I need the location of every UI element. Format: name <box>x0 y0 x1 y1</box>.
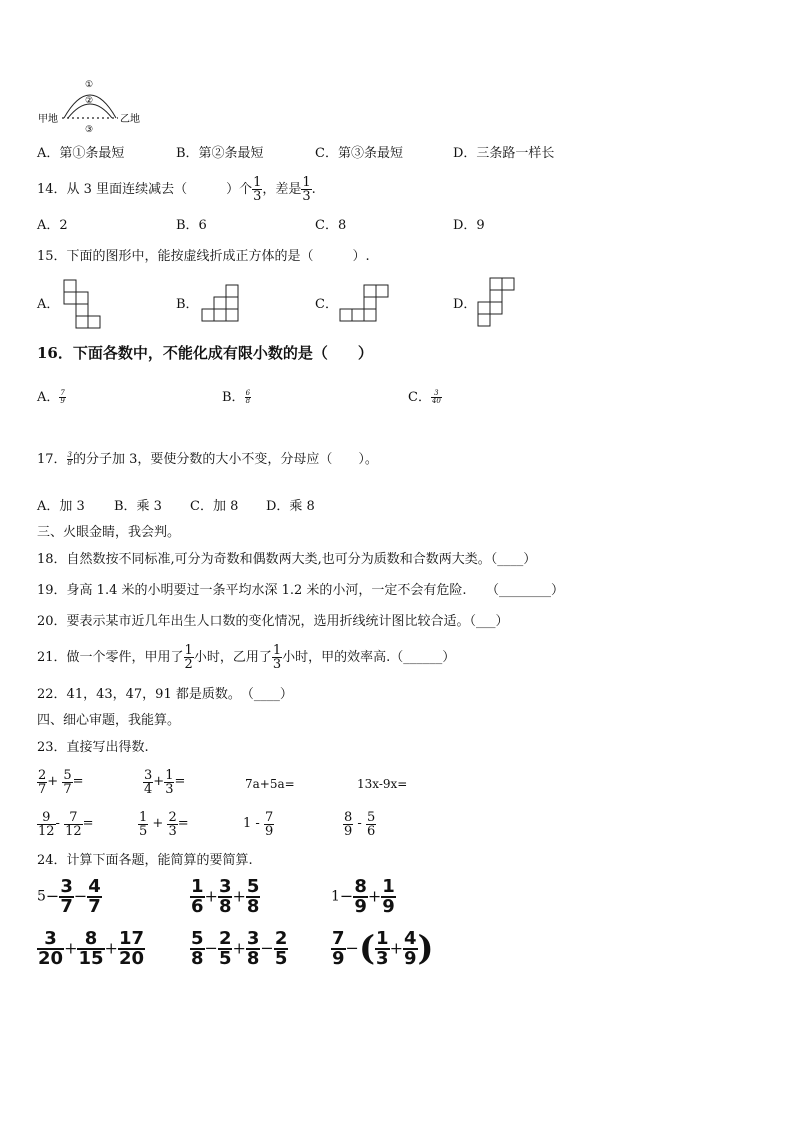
q23-expr-4: 13x-9x= <box>357 777 408 791</box>
end-label: 乙地 <box>120 114 140 125</box>
q24-problem-2: $\frac{1}{6}$ + $\frac{3}{8}$ + $\frac{5}{8}$ <box>191 875 260 917</box>
cube-net-d <box>476 276 518 332</box>
q23-expr-1: $\frac{2}{7}$ + $\frac{5}{7}$ = <box>38 767 84 797</box>
q21-fraction-1: $\frac{1}{2}$ <box>184 643 193 672</box>
q13-option-c[interactable]: C．第③条最短 <box>315 146 403 161</box>
q23-expr-6: $\frac{1}{5}$ + $\frac{2}{3}$ = <box>139 809 189 839</box>
q24-problem-6: $\frac{7}{9}$ −( $\frac{1}{3}$ + $\frac{4}{9}$ ) <box>332 927 434 969</box>
q24-problem-4: $\frac{3}{20}$ + $\frac{8}{15}$ + $\frac{17}{20}$ <box>38 927 144 969</box>
q16-question: 16．下面各数中，不能化成有限小数的是（ ） <box>37 344 373 362</box>
q14-fraction-2: $\frac{1}{3}$ <box>302 175 311 204</box>
q23-expr-3: 7a+5a= <box>245 777 295 791</box>
q14-option-b[interactable]: B．6 <box>176 218 207 233</box>
start-label: 甲地 <box>38 114 58 125</box>
q24-problem-5: $\frac{5}{8}$ − $\frac{2}{5}$ + $\frac{3}{8}$ − $\frac{2}{5}$ <box>191 927 288 969</box>
q17-option-c[interactable]: C．加 8 <box>190 499 239 514</box>
q17-question: 17． $\frac{3}{8}$ 的分子加 3，要使分数的大小不变，分母应（ ）。 <box>37 451 378 467</box>
route-1-label: ① <box>85 80 94 90</box>
cube-net-b <box>200 283 242 327</box>
q17-option-b[interactable]: B．乘 3 <box>114 499 162 514</box>
q17-option-a[interactable]: A．加 3 <box>37 499 85 514</box>
q15-option-a[interactable]: A． <box>37 297 60 312</box>
cube-net-a <box>62 278 102 332</box>
q15-question: 15．下面的图形中，能按虚线折成正方体的是（ ）. <box>37 249 370 264</box>
q24-problem-1: 5− $\frac{3}{7}$ − $\frac{4}{7}$ <box>37 875 101 917</box>
q14-option-d[interactable]: D．9 <box>453 218 485 233</box>
q21-statement: 21．做一个零件，甲用了 $\frac{1}{2}$ 小时，乙用了 $\frac{1}{3}$ 小时，甲的效率高.（______） <box>37 643 456 672</box>
q24-title: 24．计算下面各题，能简算的要简算. <box>37 853 253 868</box>
q17-option-d[interactable]: D．乘 8 <box>266 499 315 514</box>
q23-expr-2: $\frac{3}{4}$ + $\frac{1}{3}$ = <box>144 767 186 797</box>
q14-text: 14．从 3 里面连续减去（ ）个 <box>37 182 253 197</box>
q15-option-b[interactable]: B． <box>176 297 199 312</box>
q14-option-c[interactable]: C．8 <box>315 218 347 233</box>
q15-option-d[interactable]: D． <box>453 297 477 312</box>
q13-option-a[interactable]: A．第①条最短 <box>37 146 125 161</box>
q16-b-fraction: $\frac{6}{8}$ <box>245 389 251 405</box>
q16-option-c[interactable]: C． $\frac{3}{40}$ <box>408 389 441 405</box>
q16-option-b[interactable]: B． $\frac{6}{8}$ <box>222 389 251 405</box>
q17-fraction: $\frac{3}{8}$ <box>67 451 73 467</box>
q14-text-mid: ，差是 <box>262 182 302 197</box>
section-4-heading: 四、细心审题，我能算。 <box>37 713 181 728</box>
q16-option-a[interactable]: A． $\frac{7}{9}$ <box>37 389 65 405</box>
q16-a-fraction: $\frac{7}{9}$ <box>60 389 65 405</box>
section-3-heading: 三、火眼金睛，我会判。 <box>37 525 181 540</box>
route-diagram <box>36 76 146 134</box>
q15-option-c[interactable]: C． <box>315 297 338 312</box>
route-2-label: ② <box>85 96 94 106</box>
q14-option-a[interactable]: A．2 <box>37 218 68 233</box>
q22-statement: 22．41，43，47，91 都是质数。 （____） <box>37 687 293 702</box>
q13-option-d[interactable]: D．三条路一样长 <box>453 146 555 161</box>
q20-statement: 20．要表示某市近几年出生人口数的变化情况，选用折线统计图比较合适。（___） <box>37 614 509 629</box>
q18-statement: 18．自然数按不同标准,可分为奇数和偶数两大类,也可分为质数和合数两大类。（____） <box>37 552 537 567</box>
q23-title: 23．直接写出得数. <box>37 740 149 755</box>
q23-expr-7: 1 - $\frac{7}{9}$ <box>243 809 274 839</box>
q14-fraction-1: $\frac{1}{3}$ <box>253 175 262 204</box>
q16-c-fraction: $\frac{3}{40}$ <box>431 389 441 405</box>
q23-expr-8: $\frac{8}{9}$ - $\frac{5}{6}$ <box>344 809 376 839</box>
q19-statement: 19．身高 1.4 米的小明要过一条平均水深 1.2 米的小河，一定不会有危险. （________） <box>37 583 565 598</box>
q13-option-b[interactable]: B．第②条最短 <box>176 146 264 161</box>
q14-question: 14．从 3 里面连续减去（ ）个 $\frac{1}{3}$ ，差是 $\frac{1}{3}$ . <box>37 175 316 204</box>
route-2-arc <box>68 104 112 118</box>
cube-net-c <box>338 283 390 327</box>
q21-fraction-2: $\frac{1}{3}$ <box>272 643 282 672</box>
q24-problem-3: 1− $\frac{8}{9}$ + $\frac{1}{9}$ <box>331 875 395 917</box>
route-3-label: ③ <box>85 125 94 134</box>
q23-expr-5: $\frac{9}{12}$ - $\frac{7}{12}$ = <box>38 809 94 839</box>
